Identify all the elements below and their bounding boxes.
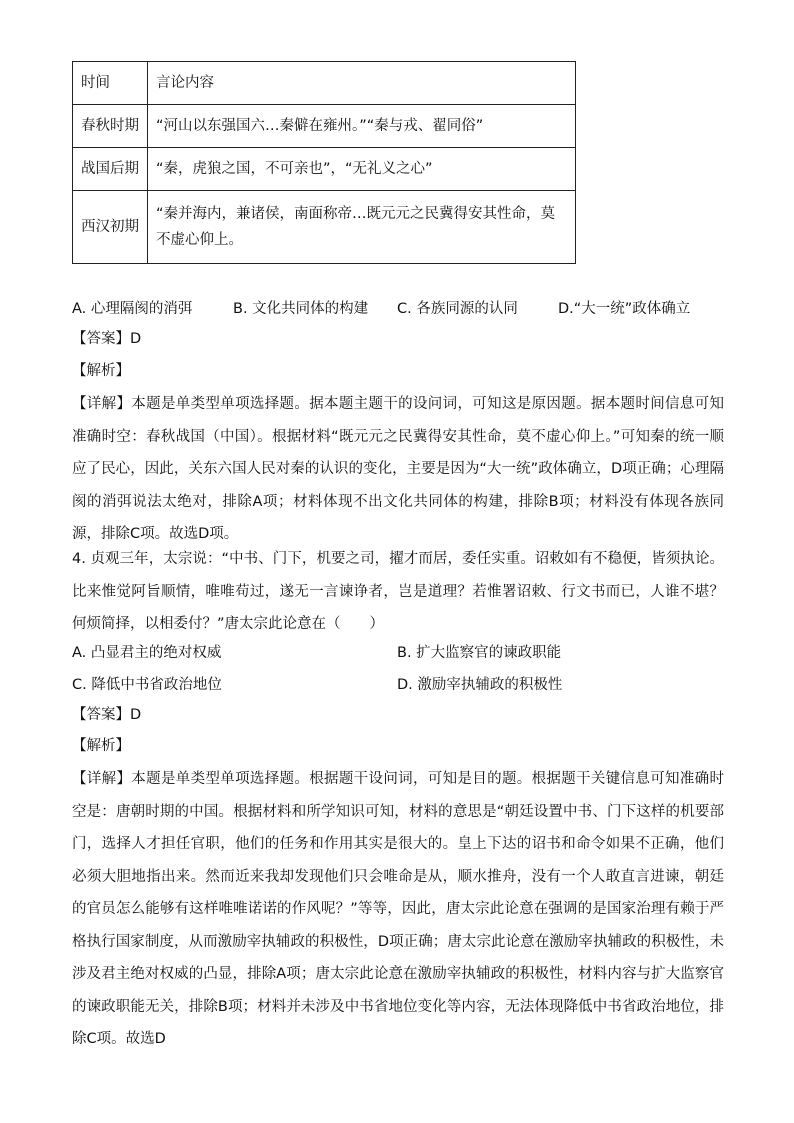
q3-analysis-heading: 【解析】	[72, 363, 130, 379]
table-row	[73, 191, 576, 264]
q4-detail: 【详解】本题是单类型单项选择题。根据题干设问词，可知是目的题。根据题干关键信息可知准确时空是：唐朝时期的中国。根据材料和所学知识可知，材料的意思是“朝廷设置中书、门下这样的机要部门，选择人才担任官职，他们的任务和作用其实是很大的。皇上下达的诏书和命令如果不正确，他们必须大胆地指出来。然而近来我却发现他们只会唯命是从，顺水推舟，没有一个人敢直言进谏，朝廷的官员怎么能够有这样唯唯诺诺的作风呢？”等等，因此，唐太宗此论意在强调的是国家治理有赖于严格执行国家制度，从而激励宰执辅政的积极性，D项正确；唐太宗此论意在激励宰执辅政的积极性，未涉及君主绝对权威的凸显，排除A项；唐太宗此论意在激励宰执辅政的积极性，材料内容与扩大监察官的谏政职能无关，排除B项；材料并未涉及中书省地位变化等内容，无法体现降低中书省政治地位，排除C项。故选D	[72, 771, 724, 1047]
q4-analysis-heading: 【解析】	[72, 738, 130, 754]
table-row	[73, 105, 576, 148]
q3-answer: 【答案】D	[72, 331, 142, 347]
table-cell-quote: “秦并海内，兼诸侯，南面称帝…既元元之民冀得安其性命，莫不虚心仰上。	[148, 191, 576, 264]
table-cell-period: 春秋时期	[73, 105, 148, 148]
table-header-cell: 时间	[73, 62, 148, 105]
q4-option-a: A. 凸显君主的绝对权威	[72, 645, 222, 661]
q4-option-b: B. 扩大监察官的谏政职能	[397, 645, 562, 661]
table-header-cell: 言论内容	[148, 62, 576, 105]
q4-answer: 【答案】D	[72, 707, 142, 723]
table-cell-quote: “秦，虎狼之国，不可亲也”，“无礼义之心”	[148, 148, 576, 191]
q3-option-c: C. 各族同源的认同	[397, 301, 518, 317]
table-row	[73, 148, 576, 191]
q3-option-a: A. 心理隔阂的消弭	[72, 301, 193, 317]
source-table	[72, 61, 576, 264]
table-header-row	[73, 62, 576, 105]
q3-detail: 【详解】本题是单类型单项选择题。据本题主题干的设问词，可知这是原因题。据本题时间信息可知准确时空：春秋战国（中国）。根据材料“既元元之民冀得安其性命，莫不虚心仰上。”可知秦的统一顺应了民心，因此，关东六国人民对秦的认识的变化，主要是因为“大一统”政体确立，D项正确；心理隔阂的消弭说法太绝对，排除A项；材料体现不出文化共同体的构建，排除B项；材料没有体现各族同源，排除C项。故选D项。	[72, 396, 724, 542]
q4-option-d: D. 激励宰执辅政的积极性	[397, 677, 563, 693]
q4-stem: 4. 贞观三年，太宗说：“中书、门下，机要之司，擢才而居，委任实重。诏敕如有不稳便，皆须执论。比来惟觉阿旨顺情，唯唯苟过，遂无一言谏诤者，岂是道理？若惟署诏敕、行文书而已，人谁不堪？何烦简择，以相委付？”唐太宗此论意在（ ）	[72, 551, 724, 632]
q3-option-d: D.“大一统”政体确立	[558, 301, 691, 317]
q3-option-b: B. 文化共同体的构建	[233, 301, 369, 317]
table-cell-quote: “河山以东强国六…秦僻在雍州。”“秦与戎、翟同俗”	[148, 105, 576, 148]
q4-option-c: C. 降低中书省政治地位	[72, 677, 222, 693]
table-cell-period: 战国后期	[73, 148, 148, 191]
table-cell-period: 西汉初期	[73, 191, 148, 264]
